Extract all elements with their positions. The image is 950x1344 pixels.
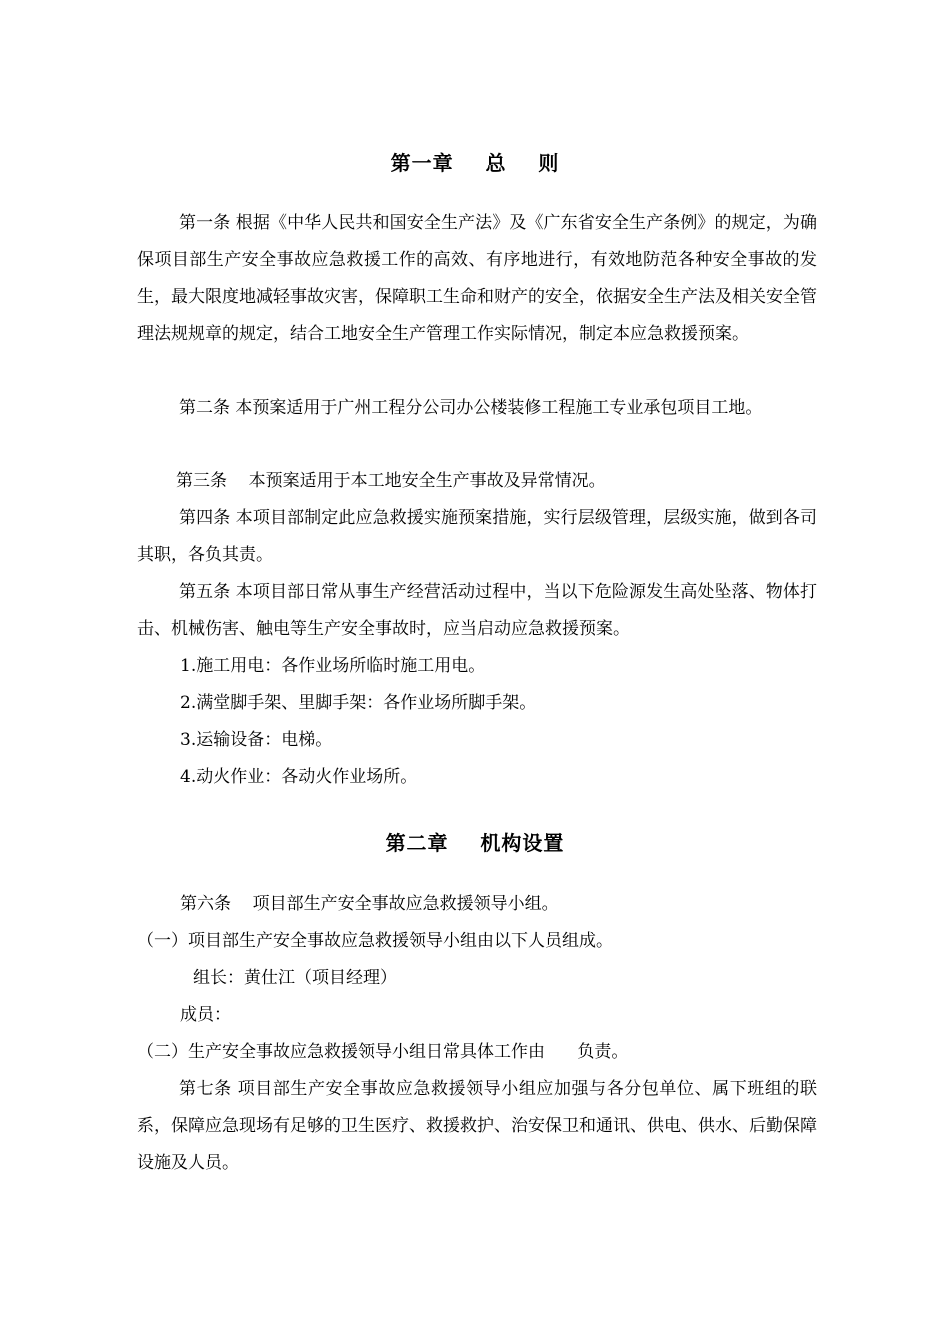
article-2: 第二条 本预案适用于广州工程分公司办公楼装修工程施工专业承包项目工地。	[179, 398, 763, 418]
team-leader: 组长：黄仕江（项目经理）	[193, 968, 397, 988]
article-6: 第六条 项目部生产安全事故应急救援领导小组。	[180, 894, 559, 914]
hazard-item-3: 3.运输设备：电梯。	[180, 730, 333, 750]
chapter-1-title: 第一章 总 则	[390, 151, 560, 175]
hazard-item-2: 2.满堂脚手架、里脚手架：各作业场所脚手架。	[180, 693, 537, 713]
chapter-2-title: 第二章 机构设置	[385, 831, 565, 855]
article-4: 第四条 本项目部制定此应急救援实施预案措施，实行层级管理，层级实施，做到各司其职，各负其责。	[137, 508, 817, 565]
article-3: 第三条 本预案适用于本工地安全生产事故及异常情况。	[176, 471, 606, 491]
team-members: 成员：	[180, 1005, 231, 1025]
hazard-item-4: 4.动火作业：各动火作业场所。	[180, 767, 418, 787]
article-7: 第七条 项目部生产安全事故应急救援领导小组应加强与各分包单位、属下班组的联系，保障应急现场有足够的卫生医疗、救援救护、治安保卫和通讯、供电、供水、后勤保障设施及人员。	[137, 1079, 817, 1173]
section-2: （二）生产安全事故应急救援领导小组日常具体工作由 负责。	[137, 1042, 629, 1062]
article-5: 第五条 本项目部日常从事生产经营活动过程中，当以下危险源发生高处坠落、物体打击、机械伤害、触电等生产安全事故时，应当启动应急救援预案。	[137, 582, 817, 639]
hazard-item-1: 1.施工用电：各作业场所临时施工用电。	[180, 656, 486, 676]
section-1: （一）项目部生产安全事故应急救援领导小组由以下人员组成。	[137, 931, 613, 951]
article-1: 第一条 根据《中华人民共和国安全生产法》及《广东省安全生产条例》的规定，为确保项目部生产安全事故应急救援工作的高效、有序地进行，有效地防范各种安全事故的发生，最大限度地减轻事故灾害，保障职工生命和财产的安全，依据安全生产法及相关安全管理法规规章的规定，结合工地安全生产管理工作实际情况，制定本应急救援预案。	[137, 213, 817, 344]
